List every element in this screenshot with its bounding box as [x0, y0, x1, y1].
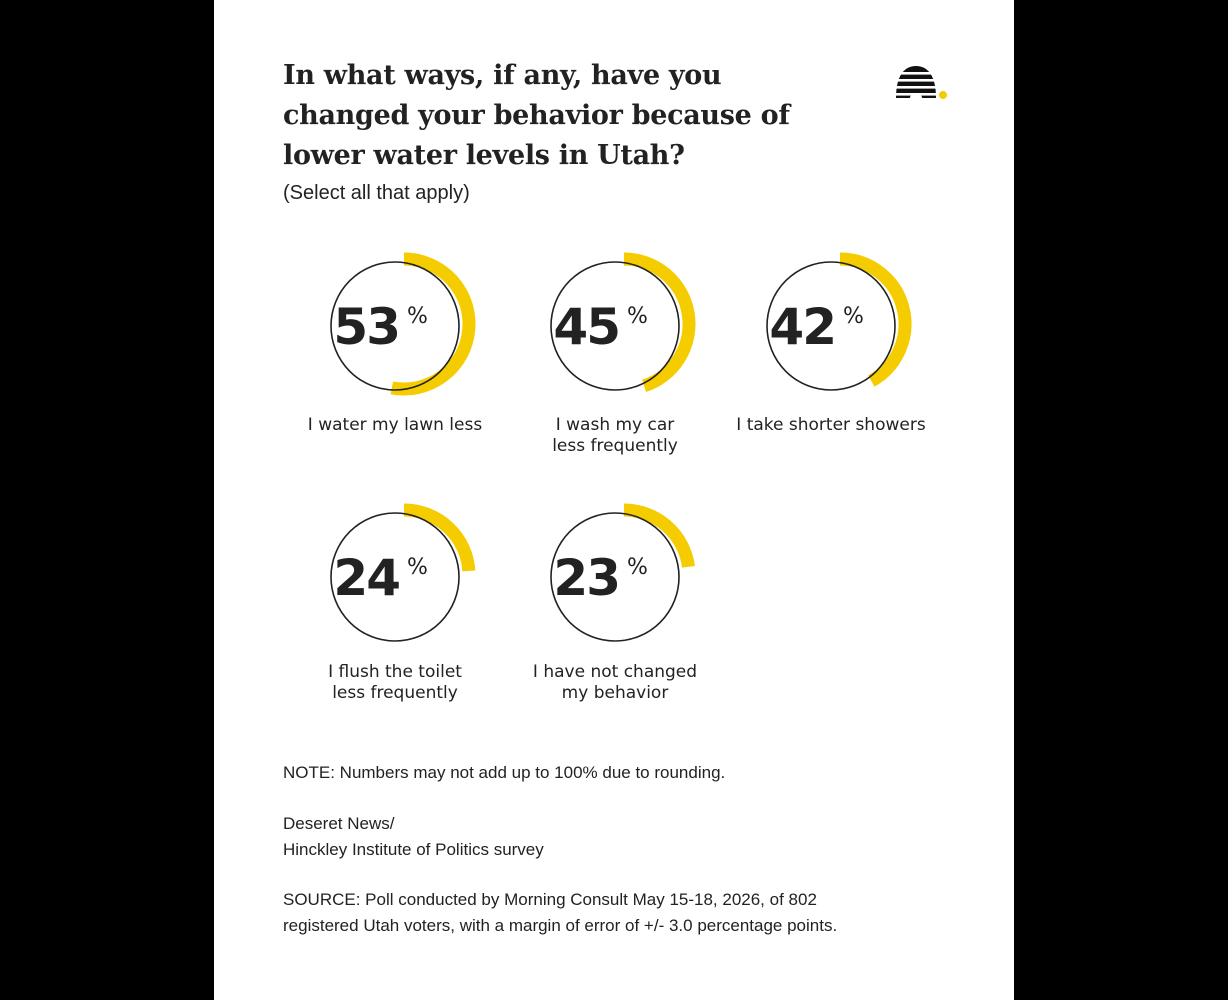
category-label: I have not changed — [532, 662, 698, 682]
category-label: less frequently — [552, 436, 678, 456]
value-arc — [392, 259, 469, 389]
donut-item — [533, 510, 697, 703]
donut-item — [328, 510, 469, 703]
infographic-card — [214, 0, 1014, 1000]
donut-chart — [214, 0, 1014, 740]
percent-sign: % — [407, 555, 428, 580]
category-label: less frequently — [332, 683, 458, 703]
credit-line-1: Deseret News/ — [283, 814, 395, 833]
donut-item — [551, 259, 689, 456]
category-label: I take shorter showers — [736, 415, 926, 435]
chart-title: In what ways, if any, have you changed your behavior because of lower water levels in Utah? — [283, 60, 790, 171]
source-line-2: registered Utah voters, with a margin of error of +/- 3.0 percentage points. — [283, 916, 838, 935]
category-label: I water my lawn less — [307, 415, 483, 435]
category-label: I wash my car — [555, 415, 675, 435]
note-text: NOTE: Numbers may not add up to 100% due to rounding. — [283, 763, 726, 782]
donut-item — [736, 259, 926, 435]
value-label: 23 — [553, 549, 619, 607]
source-line-1: SOURCE: Poll conducted by Morning Consult May 15-18, 2026, of 802 — [283, 890, 817, 909]
chart-subtitle: (Select all that apply) — [283, 182, 470, 204]
percent-sign: % — [407, 304, 428, 329]
value-label: 24 — [333, 549, 399, 607]
value-label: 53 — [333, 298, 399, 356]
category-label: my behavior — [561, 683, 669, 703]
value-label: 42 — [769, 298, 835, 356]
percent-sign: % — [843, 304, 864, 329]
percent-sign: % — [627, 304, 648, 329]
category-label: I flush the toilet — [328, 662, 462, 682]
percent-sign: % — [627, 555, 648, 580]
credit-line-2: Hinckley Institute of Politics survey — [283, 840, 544, 859]
value-label: 45 — [553, 298, 619, 356]
donut-item — [308, 259, 483, 435]
